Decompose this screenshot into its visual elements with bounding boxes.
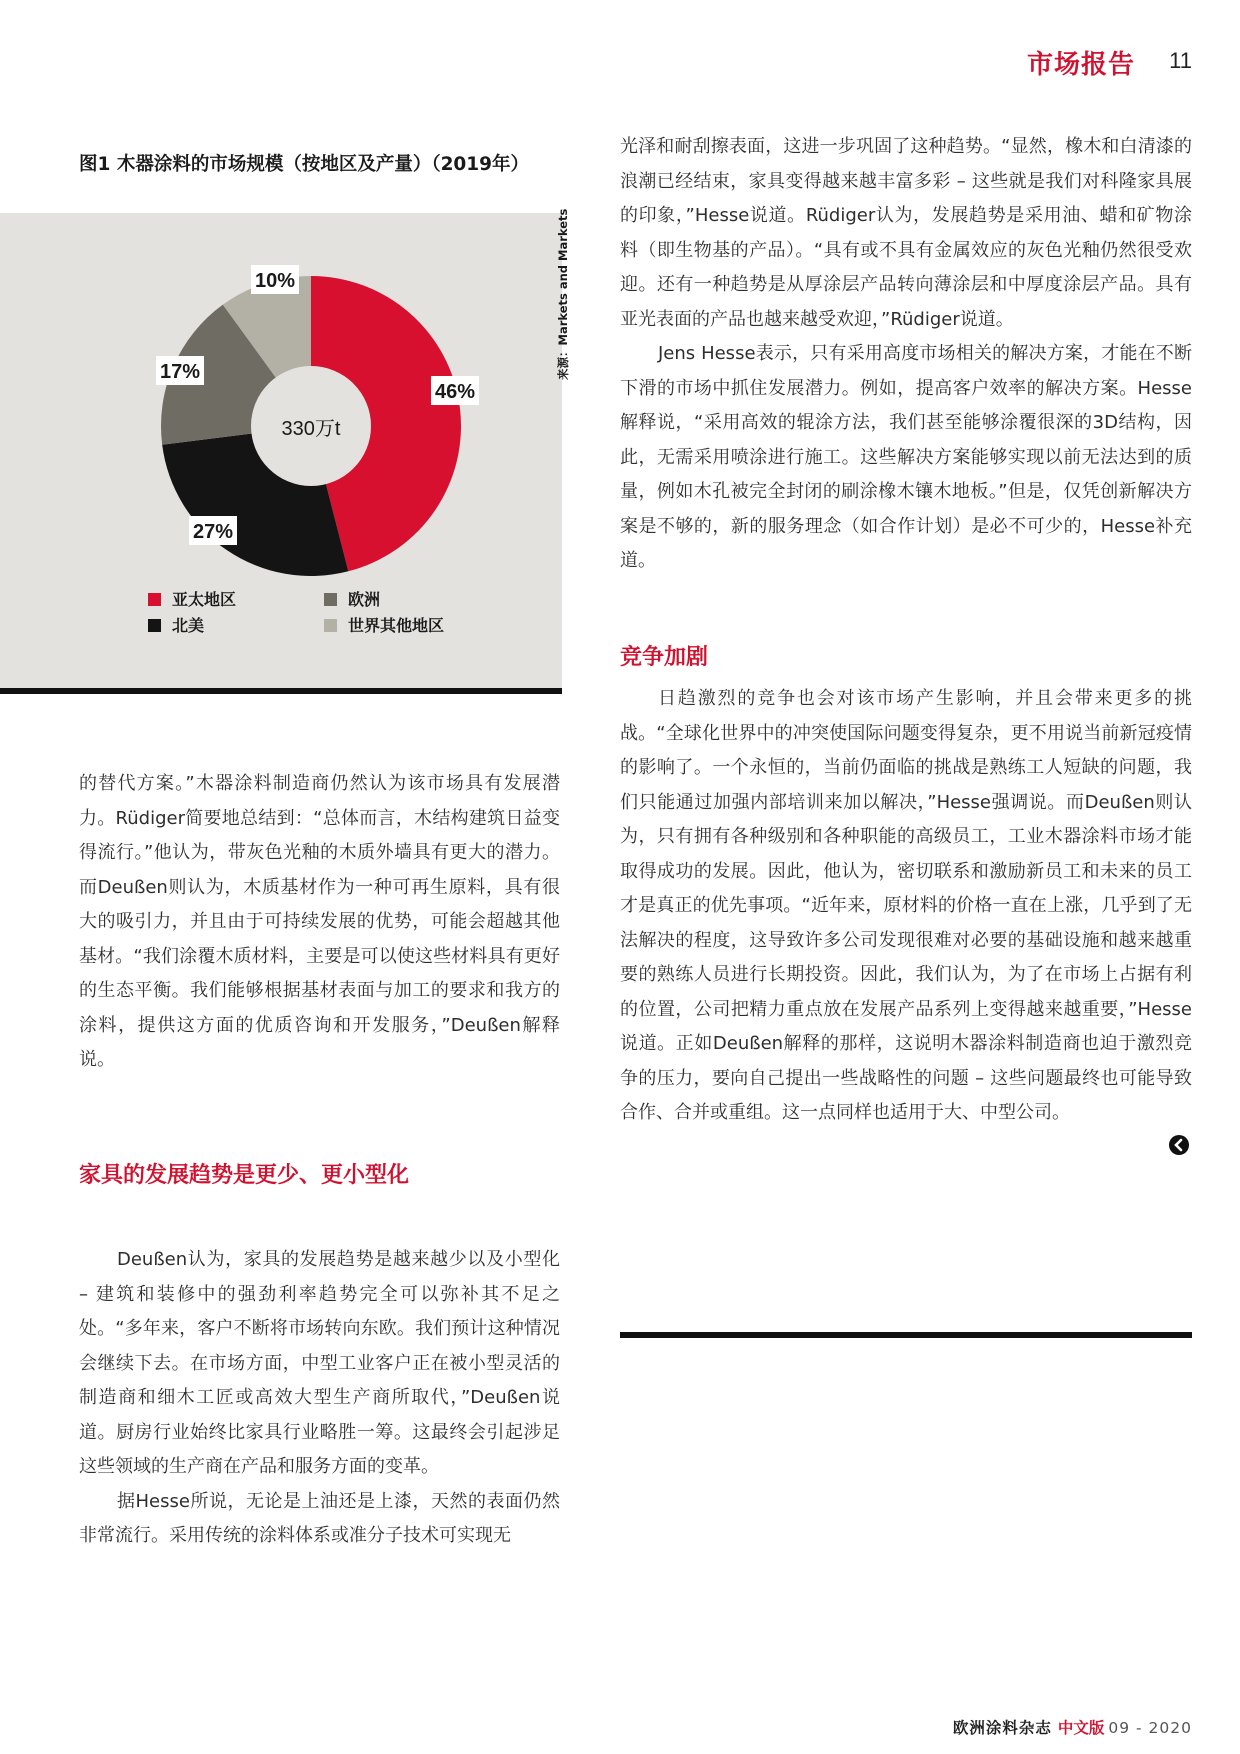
svg-text:欧洲: 欧洲 (348, 590, 381, 609)
svg-text:北美: 北美 (172, 616, 205, 635)
figure-caption: 图1 木器涂料的市场规模（按地区及产量）（2019年） (79, 154, 530, 175)
back-arrow-circle-icon[interactable] (1169, 1135, 1189, 1155)
paragraph: Deußen认为，家具的发展趋势是越来越少以及小型化 – 建筑和装修中的强劲利率趋势完全可以弥补其不足之处。“多年来，客户不断将市场转向东欧。我们预计这种情况会继续下去。在市场方面，中型工业客户正在被小型灵活的制造商和细木工匠或高效大型生产商所取代，”Deußen说道。厨房行业始终比家具行业略胜一筹。这最终会引起涉足这些领域的生产商在产品和服务方面的变革。 (79, 1249, 560, 1477)
paragraph: 日趋激烈的竞争也会对该市场产生影响，并且会带来更多的挑战。“全球化世界中的冲突使国际问题变得复杂，更不用说当前新冠疫情的影响了。一个永恒的，当前仍面临的挑战是熟练工人短缺的问题，我们只能通过加强内部培训来加以解决，”Hesse强调说。而Deußen则认为，只有拥有各种级别和各种职能的高级员工，工业木器涂料市场才能取得成功的发展。因此，他认为，密切联系和激励新员工和未来的员工才是真正的优先事项。“近年来，原材料的价格一直在上涨，几乎到了无法解决的程度，这导致许多公司发现很难对必要的基础设施和越来越重要的熟练人员进行长期投资。因此，我们认为，为了在市场上占据有利的位置，公司把精力重点放在发展产品系列上变得越来越重要，”Hesse说道。正如Deußen解释的那样，这说明木器涂料制造商也迫于激烈竞争的压力，要向自己提出一些战略性的问题 – 这些问题最终也可能导致合作、合并或重组。这一点同样也适用于大、中型公司。 (620, 688, 1192, 1123)
column-end-rule (620, 1332, 1192, 1338)
footer-edition: 中文版 (1057, 1719, 1105, 1737)
legend-item-2 (148, 616, 204, 635)
right-column-bottom (620, 682, 1192, 1131)
heading-furniture-trend: 家具的发展趋势是更少、更小型化 (79, 1163, 410, 1188)
legend-item-4 (324, 616, 444, 635)
section-title: 市场报告 (1026, 50, 1135, 80)
svg-text:17%: 17% (159, 361, 201, 383)
page-number: 11 (1169, 48, 1192, 73)
paragraph: Jens Hesse表示，只有采用高度市场相关的解决方案，才能在不断下滑的市场中抓住发展潜力。例如，提高客户效率的解决方案。Hesse解释说，“采用高效的辊涂方法，我们甚至能够涂覆很深的3D结构，因此，无需采用喷涂进行施工。这些解决方案能够实现以前无法达到的质量，例如木孔被完全封闭的刷涂橡木镶木地板。”但是，仅凭创新解决方案是不够的，新的服务理念（如合作计划）是必不可少的，Hesse补充道。 (620, 343, 1192, 571)
footer-issue: 09 - 2020 (1108, 1719, 1192, 1737)
chart-center-label: 330万t (281, 418, 341, 440)
slice-label-4 (251, 265, 299, 294)
svg-text:46%: 46% (434, 381, 476, 403)
svg-text:10%: 10% (254, 270, 296, 292)
paragraph: 据Hesse所说，无论是上油还是上漆，天然的表面仍然非常流行。采用传统的涂料体系或准分子技术可实现无 (79, 1490, 560, 1546)
svg-text:27%: 27% (192, 521, 234, 543)
slice-label-2 (189, 516, 237, 545)
paragraph: 的替代方案。”木器涂料制造商仍然认为该市场具有发展潜力。Rüdiger简要地总结到：“总体而言，木结构建筑日益变得流行。”他认为，带灰色光釉的木质外墙具有更大的潜力。而Deußen则认为，木质基材作为一种可再生原料，具有很大的吸引力，并且由于可持续发展的优势，可能会超越其他基材。“我们涂覆木质材料，主要是可以使这些材料具有更好的生态平衡。我们能够根据基材表面与加工的要求和我方的涂料，提供这方面的优质咨询和开发服务，”Deußen解释说。 (79, 773, 560, 1070)
chart-source: 来源：Markets and Markets (556, 208, 570, 380)
footer (953, 1716, 1192, 1738)
svg-text:世界其他地区: 世界其他地区 (348, 616, 445, 635)
right-column-top (620, 130, 1192, 579)
left-column-top (79, 767, 560, 1078)
chart-panel (0, 213, 562, 694)
slice-label-1 (431, 376, 479, 405)
legend-item-1 (148, 590, 236, 609)
paragraph: 光泽和耐刮擦表面，这进一步巩固了这种趋势。“显然，橡木和白清漆的浪潮已经结束，家具变得越来越丰富多彩 – 这些就是我们对科隆家具展的印象，”Hesse说道。Rüdiger认为，发展趋势是采用油、蜡和矿物涂料（即生物基的产品）。“具有或不具有金属效应的灰色光釉仍然很受欢迎。还有一种趋势是从厚涂层产品转向薄涂层和中厚度涂层产品。具有亚光表面的产品也越来越受欢迎，”Rüdiger说道。 (620, 136, 1192, 330)
slice-label-3 (156, 356, 204, 385)
legend-item-3 (324, 590, 380, 609)
svg-text:亚太地区: 亚太地区 (172, 590, 237, 609)
left-column-bottom (79, 1243, 560, 1554)
donut-chart (0, 213, 562, 688)
heading-competition: 竞争加剧 (620, 645, 709, 670)
footer-publication: 欧洲涂料杂志 (952, 1719, 1052, 1737)
